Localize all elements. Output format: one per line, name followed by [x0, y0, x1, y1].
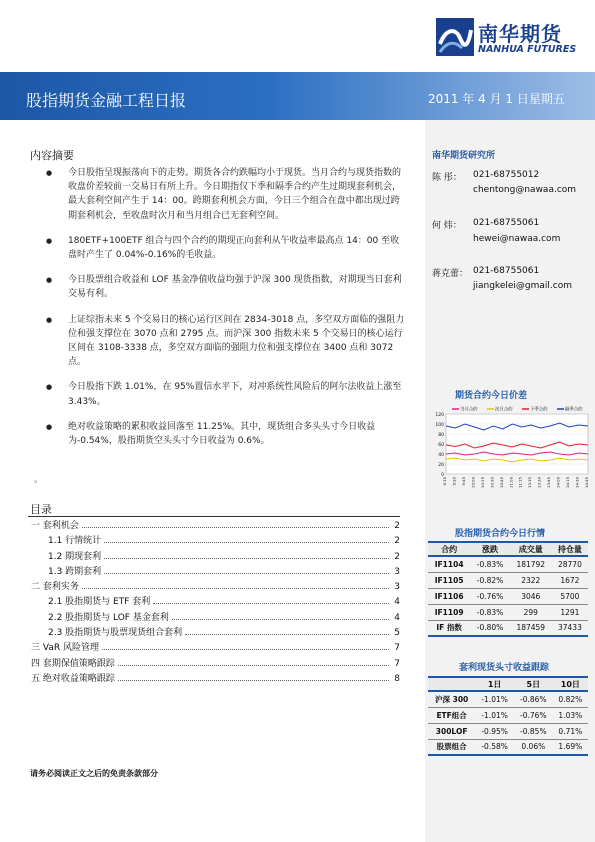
toc-leader-dots	[82, 582, 389, 589]
contact-email[interactable]: chentong@nawaa.com	[473, 185, 577, 195]
toc-entry-page: 3	[394, 566, 400, 577]
market-table-cell: 28770	[552, 556, 588, 572]
return-table-cell: 0.82%	[553, 691, 588, 707]
spread-line-chart	[428, 402, 594, 494]
contact-name: 何 炜：	[432, 221, 462, 231]
market-table-row	[428, 620, 588, 636]
return-table-cell: 沪深 300	[428, 691, 475, 707]
return-table-header: 5日	[514, 677, 553, 691]
return-table	[428, 676, 588, 756]
market-table-caption: 股指期货合约今日行情	[455, 529, 546, 539]
return-table-cell: 300LOF	[428, 723, 475, 739]
return-table-caption: 套利现货头寸收益跟踪	[459, 663, 550, 673]
table-of-contents	[28, 518, 400, 686]
toc-entry[interactable]	[28, 564, 400, 579]
contact-email[interactable]: hewei@nawaa.com	[473, 234, 561, 244]
market-table-cell: 187459	[510, 620, 552, 636]
toc-leader-dots	[104, 552, 389, 559]
summary-heading: 内容摘要	[30, 149, 74, 162]
return-table-header: 10日	[553, 677, 588, 691]
toc-leader-dots	[185, 628, 389, 635]
return-table-cell: 0.71%	[553, 723, 588, 739]
market-table	[428, 541, 588, 637]
toc-leader-dots	[153, 597, 389, 604]
market-table-cell: IF1105	[428, 572, 470, 588]
toc-entry-page: 5	[394, 628, 400, 639]
market-table-cell: 3046	[510, 588, 552, 604]
chart-y-tick-label: 20	[438, 462, 444, 468]
toc-leader-dots	[104, 567, 389, 574]
chart-legend-label: 隔季合约	[565, 407, 583, 413]
summary-bullet: ● 今日股指呈现振荡向下的走势。期货各合约跌幅均小于现货。当月合约与现货指数的收盘价差较前一交易日有所上升。今日期指仅下季和隔季合约产生过期现套利机会，最大套利空间产生于 14：00。跨期套利机会方面，今日三个组合在盘中都出现过跨期套利机会，至收盘时次月和当月组合已无套利空间。	[46, 166, 406, 223]
toc-divider	[28, 516, 400, 517]
market-table-cell: 299	[510, 604, 552, 620]
market-table-cell: 1672	[552, 572, 588, 588]
report-title: 股指期货金融工程日报	[26, 91, 187, 110]
chart-legend-label: 次月合约	[495, 407, 513, 413]
market-table-cell: -0.83%	[470, 604, 509, 620]
summary-bullet: ● 绝对收益策略的累积收益回落至 11.25%。其中，现货组合多头头寸今日收益为-0.54%，股指期货空头头寸今日收益为 0.6%。	[46, 420, 406, 448]
return-table-cell: -0.58%	[475, 739, 514, 755]
contact-phone: 021-68755012	[473, 170, 540, 180]
toc-entry-label: 2.3 股指期货与股票现货组合套利	[48, 628, 183, 639]
toc-leader-dots	[104, 536, 389, 543]
chart-x-tick-label: 10:00	[470, 477, 476, 488]
toc-entry[interactable]	[28, 640, 400, 655]
toc-entry-label: 三 VaR 风险管理	[31, 643, 99, 654]
contact-phone: 021-68755061	[473, 266, 540, 276]
return-table-header: 1日	[475, 677, 514, 691]
disclaimer-note: 请务必阅读正文之后的免责条款部分	[30, 769, 158, 778]
market-table-row	[428, 588, 588, 604]
return-table-cell: -0.95%	[475, 723, 514, 739]
toc-entry[interactable]	[28, 579, 400, 594]
chart-legend-label: 当月合约	[460, 407, 478, 413]
return-table-cell: ETF组合	[428, 707, 475, 723]
toc-entry-label: 1.2 期现套利	[48, 551, 102, 562]
market-table-cell: 181792	[510, 556, 552, 572]
market-table-cell: IF 指数	[428, 620, 470, 636]
toc-entry-page: 2	[394, 536, 400, 547]
contact-phone: 021-68755061	[473, 218, 540, 228]
toc-entry-page: 8	[394, 673, 400, 684]
chart-y-tick-label: 100	[435, 422, 444, 428]
contact-email[interactable]: jiangkelei@gmail.com	[473, 281, 572, 291]
toc-entry[interactable]	[28, 610, 400, 625]
toc-leader-dots	[172, 613, 389, 620]
report-date: 2011 年 4 月 1 日星期五	[428, 92, 565, 106]
chart-x-tick-label: 10:45	[498, 477, 504, 488]
toc-leader-dots	[102, 643, 389, 650]
chart-y-tick-label: 60	[438, 442, 444, 448]
chart-y-tick-label: 80	[438, 432, 444, 438]
toc-entry-label: 四 套期保值策略跟踪	[31, 658, 115, 669]
toc-entry-label: 五 绝对收益策略跟踪	[31, 673, 115, 684]
market-table-cell: 37433	[552, 620, 588, 636]
chart-x-tick-label: 13:15	[527, 477, 533, 488]
toc-entry-label: 1.1 行情统计	[48, 536, 102, 547]
chart-x-tick-label: 10:30	[489, 477, 495, 488]
chart-legend-label: 下季合约	[530, 407, 548, 413]
market-table-row	[428, 604, 588, 620]
market-table-cell: -0.76%	[470, 588, 509, 604]
market-table-cell: 5700	[552, 588, 588, 604]
chart-y-tick-label: 120	[435, 412, 444, 418]
market-table-cell: 2322	[510, 572, 552, 588]
contact-name: 陈 彤：	[432, 173, 462, 183]
trailing-mark: 。	[34, 475, 44, 485]
market-table-cell: IF1109	[428, 604, 470, 620]
return-table-row	[428, 691, 588, 707]
chart-x-tick-label: 9:30	[451, 477, 457, 486]
market-table-cell: IF1104	[428, 556, 470, 572]
toc-entry-page: 2	[394, 521, 400, 531]
return-table-cell: -0.86%	[514, 691, 553, 707]
toc-leader-dots	[118, 659, 389, 666]
return-table-cell: -0.85%	[514, 723, 553, 739]
return-table-cell: 1.69%	[553, 739, 588, 755]
return-table-row	[428, 723, 588, 739]
institute-name: 南华期货研究所	[432, 151, 496, 161]
chart-x-tick-label: 13:45	[546, 477, 552, 488]
return-table-cell: -1.01%	[475, 691, 514, 707]
summary-bullet: ● 今日股指下跌 1.01%，在 95%置信水平下，对冲系统性风险后的阿尔法收益上涨至 3.43%。	[46, 380, 406, 408]
market-table-cell: 1291	[552, 604, 588, 620]
chart-y-tick-label: 40	[438, 452, 444, 458]
summary-list	[46, 166, 406, 459]
brand-logo	[436, 16, 586, 60]
market-table-cell: -0.82%	[470, 572, 509, 588]
chart-x-tick-label: 9:45	[460, 477, 466, 486]
brand-name-cn: 南华期货	[478, 22, 562, 46]
chart-x-tick-label: 14:00	[555, 477, 561, 488]
nanhua-logo-icon	[436, 18, 474, 56]
return-table-cell: -0.76%	[514, 707, 553, 723]
market-table-cell: -0.83%	[470, 556, 509, 572]
toc-entry[interactable]	[28, 594, 400, 609]
chart-x-tick-label: 10:15	[479, 477, 485, 488]
toc-entry[interactable]	[28, 625, 400, 640]
toc-entry-label: 二 套利实务	[31, 582, 79, 593]
market-table-header: 合约	[428, 542, 470, 556]
return-table-cell: 0.06%	[514, 739, 553, 755]
return-table-cell: 1.03%	[553, 707, 588, 723]
chart-x-tick-label: 9:15	[442, 477, 447, 486]
market-table-cell: IF1106	[428, 588, 470, 604]
chart-x-tick-label: 14:30	[574, 477, 580, 488]
chart-x-tick-label: 11:15	[517, 477, 523, 488]
toc-entry[interactable]	[28, 671, 400, 686]
return-table-cell: -1.01%	[475, 707, 514, 723]
toc-entry[interactable]	[28, 656, 400, 671]
toc-entry-label: 2.1 股指期货与 ETF 套利	[48, 597, 151, 608]
summary-bullet: ● 180ETF+100ETF 组合与四个合约的期现正向套利从午收益率最高点 14：00 至收盘时产生了 0.04%-0.16%的毛收益。	[46, 234, 406, 262]
toc-entry-page: 2	[394, 551, 400, 562]
toc-entry-page: 4	[394, 597, 400, 608]
brand-name-en: NANHUA FUTURES	[478, 44, 577, 55]
market-table-header: 涨跌	[470, 542, 509, 556]
return-table-cell: 股票组合	[428, 739, 475, 755]
summary-bullet: ● 今日股票组合收益和 LOF 基金净值收益均强于沪深 300 现货指数，对期现当日套利交易有利。	[46, 273, 406, 301]
summary-bullet: ● 上证综指未来 5 个交易日的核心运行区间在 2834-3018 点，多空双方面临的强阻力位和强支撑位在 3070 点和 2795 点。而沪深 300 指数未来 5 个交易日的核心运行区间在 3108-3338 点，多空双方面临的强阻力位和强支撑位在 3400 点和 3072 点。	[46, 313, 406, 370]
market-table-row	[428, 556, 588, 572]
toc-entry[interactable]	[28, 533, 400, 548]
toc-entry-page: 7	[394, 658, 400, 669]
toc-entry[interactable]	[28, 518, 400, 533]
chart-title: 期货合约今日价差	[455, 391, 528, 401]
return-table-row	[428, 707, 588, 723]
toc-entry-page: 3	[394, 582, 400, 593]
toc-entry-page: 7	[394, 643, 400, 654]
toc-entry-label: 2.2 股指期货与 LOF 基金套利	[48, 612, 169, 623]
toc-entry-page: 4	[394, 612, 400, 623]
toc-entry-label: 一 套利机会	[31, 521, 79, 531]
chart-x-tick-label: 11:00	[508, 477, 514, 488]
toc-heading: 目录	[30, 503, 52, 516]
toc-entry-label: 1.3 跨期套利	[48, 566, 102, 577]
market-table-header: 成交量	[510, 542, 552, 556]
return-table-row	[428, 739, 588, 755]
market-table-cell: -0.80%	[470, 620, 509, 636]
chart-x-tick-label: 13:30	[536, 477, 542, 488]
toc-leader-dots	[118, 674, 389, 681]
contact-name: 蒋克蕾：	[432, 269, 469, 279]
toc-entry[interactable]	[28, 549, 400, 564]
chart-y-tick-label: 0	[441, 472, 444, 478]
return-table-header	[428, 677, 475, 691]
chart-x-tick-label: 14:45	[584, 477, 589, 488]
chart-x-tick-label: 14:15	[565, 477, 571, 488]
market-table-header: 持仓量	[552, 542, 588, 556]
toc-leader-dots	[82, 521, 389, 528]
market-table-row	[428, 572, 588, 588]
